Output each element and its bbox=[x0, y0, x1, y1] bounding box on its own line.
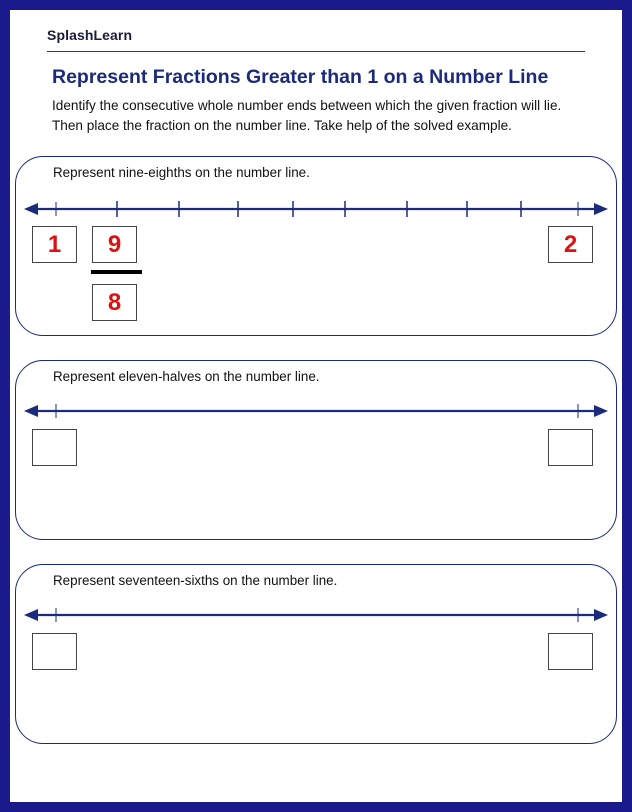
left-arrow-icon bbox=[24, 405, 38, 417]
worksheet-page bbox=[10, 10, 622, 802]
left-arrow-icon bbox=[24, 203, 38, 215]
problem-panel-2 bbox=[15, 360, 617, 540]
instruction-line-1: Identify the consecutive whole number ends between which the given fraction will lie. bbox=[52, 98, 562, 113]
problem-prompt-1: Represent nine-eighths on the number line. bbox=[53, 165, 310, 180]
right-whole-number-box[interactable] bbox=[548, 429, 593, 466]
left-arrow-icon bbox=[24, 609, 38, 621]
problem-prompt-2: Represent eleven-halves on the number line. bbox=[53, 369, 320, 384]
right-arrow-icon bbox=[594, 609, 608, 621]
denominator-box[interactable]: 8 bbox=[92, 284, 137, 321]
right-whole-number-box[interactable] bbox=[548, 633, 593, 670]
problem-prompt-3: Represent seventeen-sixths on the number line. bbox=[53, 573, 338, 588]
fraction-bar bbox=[91, 270, 142, 274]
brand-logo: SplashLearn bbox=[47, 27, 133, 43]
worksheet-title: Represent Fractions Greater than 1 on a Number Line bbox=[52, 66, 549, 88]
number-line-2 bbox=[16, 361, 616, 441]
instruction-line-2: Then place the fraction on the number line. Take help of the solved example. bbox=[52, 118, 512, 133]
instructions bbox=[52, 96, 612, 136]
problem-panel-3 bbox=[15, 564, 617, 744]
left-whole-number-box[interactable]: 1 bbox=[32, 226, 77, 263]
numerator-box[interactable]: 9 bbox=[92, 226, 137, 263]
right-whole-number-box[interactable]: 2 bbox=[548, 226, 593, 263]
left-whole-number-box[interactable] bbox=[32, 429, 77, 466]
number-line-3 bbox=[16, 565, 616, 645]
problem-panel-1 bbox=[15, 156, 617, 336]
left-whole-number-box[interactable] bbox=[32, 633, 77, 670]
right-arrow-icon bbox=[594, 203, 608, 215]
right-arrow-icon bbox=[594, 405, 608, 417]
header-divider bbox=[47, 51, 585, 52]
number-line-1 bbox=[16, 157, 616, 237]
